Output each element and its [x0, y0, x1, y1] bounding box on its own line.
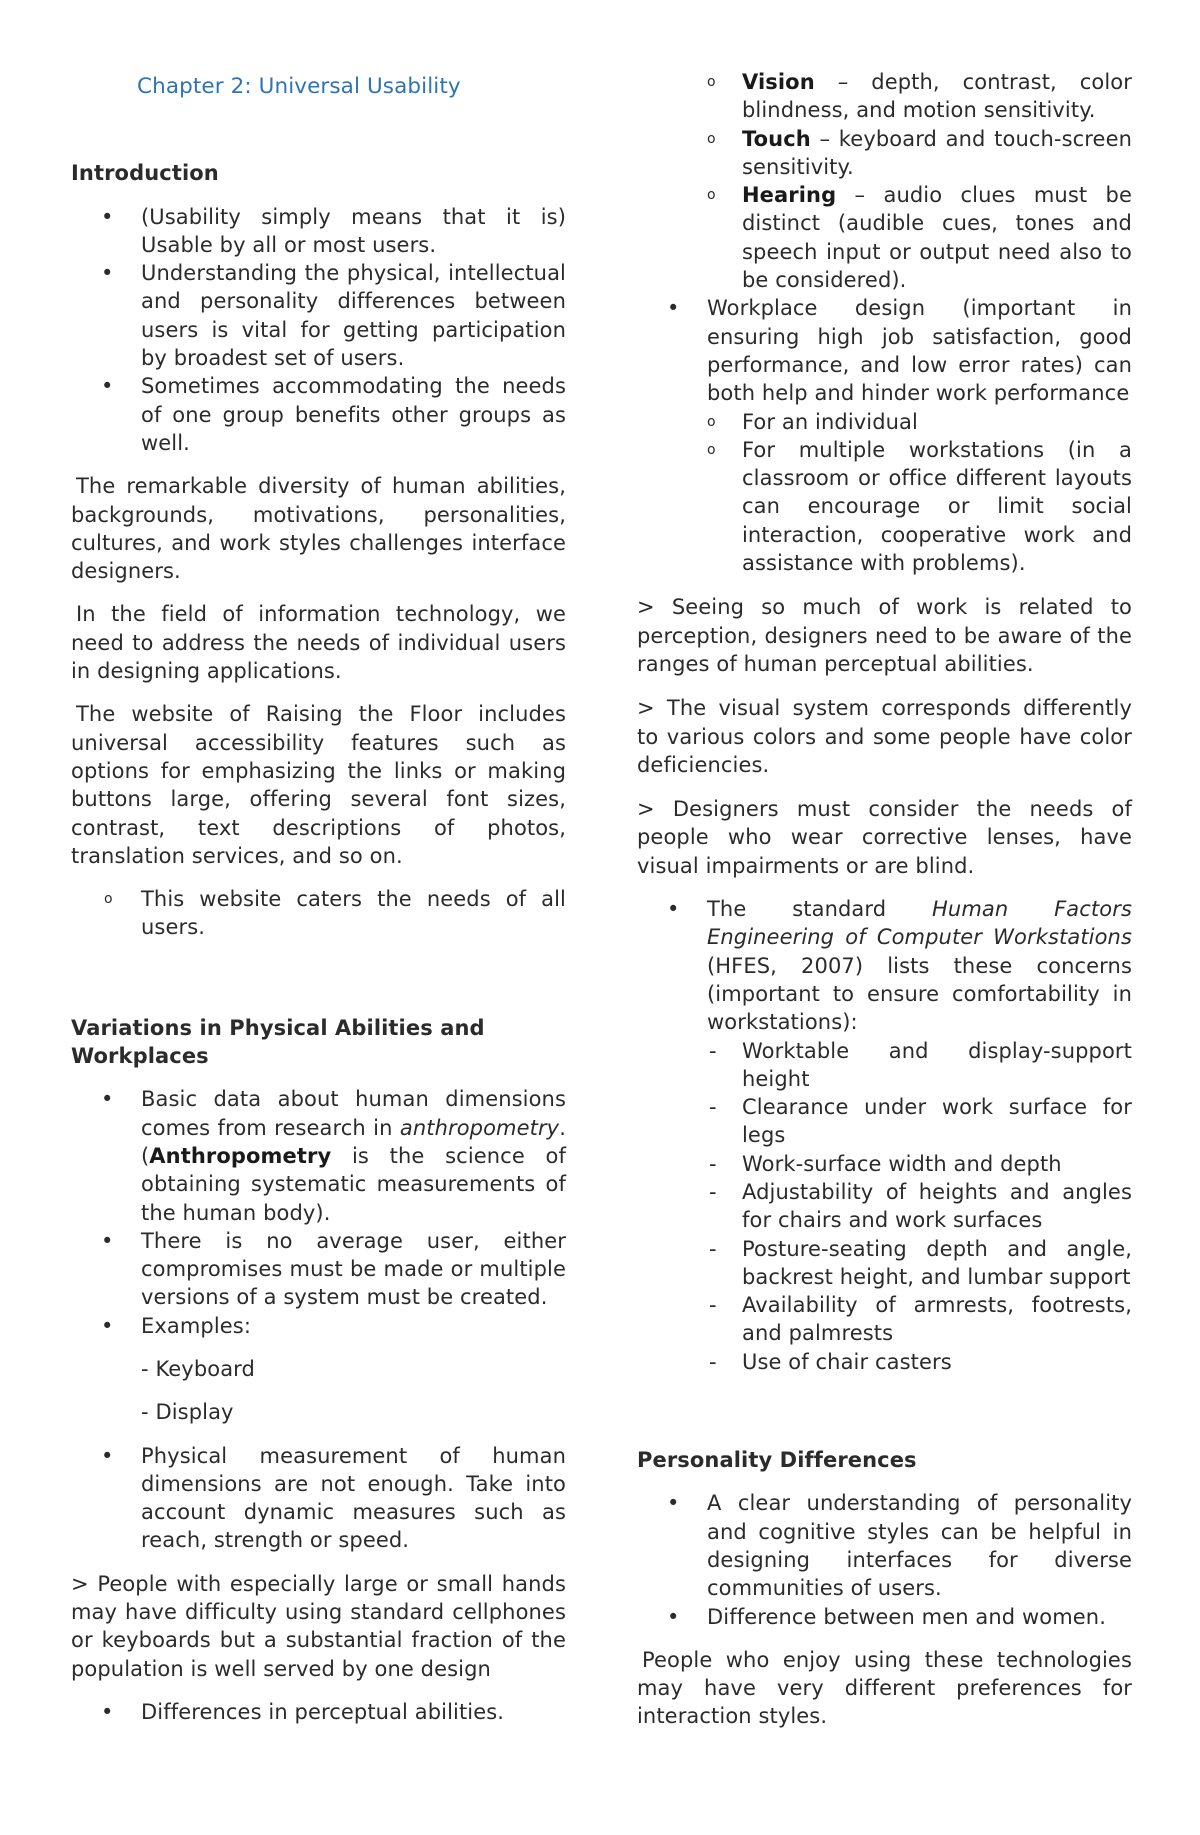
list-item: - Worktable and display-support height	[709, 1038, 1132, 1091]
left-column	[71, 68, 566, 1726]
paragraph: The remarkable diversity of human abilities, backgrounds, motivations, personalities, cultures, and work styles challenges interface designers.	[71, 474, 566, 584]
bullet-icon: •	[667, 296, 680, 321]
note-paragraph: > The visual system corresponds differently to various colors and some people have color deficiencies.	[637, 696, 1132, 777]
bullet-icon: •	[101, 261, 114, 286]
bullet-icon: •	[101, 1087, 114, 1112]
personality-heading: Personality Differences	[637, 1448, 917, 1473]
hfes-list	[637, 895, 1132, 1376]
paragraph: People who enjoy using these technologies may have very different preferences for interaction styles.	[637, 1647, 1132, 1729]
list-item: • Examples:	[71, 1312, 566, 1340]
workplace-list	[637, 294, 1132, 577]
list-item: o Vision – depth, contrast, color blindness, and motion sensitivity.	[707, 70, 1132, 123]
list-item: - Availability of armrests, footrests, and palmrests	[709, 1293, 1132, 1346]
list-item: • Physical measurement of human dimensions are not enough. Take into account dynamic measures such as reach, strength or speed.	[101, 1443, 566, 1553]
circle-bullet-icon: o	[707, 413, 716, 430]
list-item: - Clearance under work surface for legs	[709, 1095, 1132, 1148]
paragraph: The website of Raising the Floor includes universal accessibility features such as options for emphasizing the links or making buttons large, offering several font sizes, contrast, text descriptions of photos, translation services, and so on.	[71, 702, 566, 868]
bullet-icon: •	[101, 204, 114, 229]
circle-bullet-icon: o	[707, 441, 716, 458]
note-paragraph: > Designers must consider the needs of people who wear corrective lenses, have visual impairments or are blind.	[637, 797, 1132, 878]
introduction-heading: Introduction	[71, 161, 219, 186]
bullet-icon: •	[101, 1443, 114, 1468]
dash-icon: -	[709, 1095, 717, 1120]
note-paragraph: > Seeing so much of work is related to perception, designers need to be aware of the ranges of human perceptual abilities.	[637, 595, 1132, 676]
dash-icon: -	[709, 1038, 717, 1063]
example-item: - Keyboard	[141, 1356, 255, 1381]
list-item: • (Usability simply means that it is) Usable by all or most users.	[101, 204, 566, 257]
list-item: • Workplace design (important in ensuring high job satisfaction, good performance, and low error rates) can both help and hinder work performance	[667, 296, 1132, 406]
bullet-icon: •	[667, 1604, 680, 1629]
bullet-icon: •	[101, 374, 114, 399]
circle-bullet-icon: o	[707, 74, 716, 90]
list-item: o For an individual	[637, 408, 1132, 436]
chapter-title: Chapter 2: Universal Usability	[137, 74, 461, 99]
list-item: - Use of chair casters	[637, 1348, 1132, 1376]
list-item: o Touch – keyboard and touch-screen sensitivity.	[707, 126, 1132, 179]
list-item: • Sometimes accommodating the needs of one group benefits other groups as well.	[101, 374, 566, 455]
bullet-icon: •	[101, 1313, 114, 1338]
physical-bullet-list-3	[71, 1698, 566, 1726]
bullet-icon: •	[101, 1699, 114, 1724]
circle-bullet-icon: o	[104, 891, 113, 908]
list-item: - Adjustability of heights and angles for chairs and work surfaces	[709, 1179, 1132, 1233]
list-item: • The standard Human Factors Engineering of Computer Workstations (HFES, 2007) lists these concerns (important to ensure comfortability in workstations):	[667, 897, 1132, 1035]
physical-bullet-list-2	[71, 1442, 566, 1555]
dash-icon: -	[709, 1179, 717, 1204]
intro-sub-list	[71, 885, 566, 942]
list-item: • There is no average user, either compromises must be made or multiple versions of a system must be created.	[101, 1228, 566, 1310]
list-item: • A clear understanding of personality and cognitive styles can be helpful in designing interfaces for diverse communities of users.	[667, 1491, 1132, 1601]
circle-bullet-icon: o	[707, 130, 716, 147]
perceptual-list	[637, 68, 1132, 294]
circle-bullet-icon: o	[707, 187, 716, 204]
list-item: • Basic data about human dimensions comes from research in anthropometry. (Anthropometry is the science of obtaining systematic measurements of the human body).	[101, 1087, 566, 1225]
bullet-icon: •	[101, 1228, 114, 1253]
dash-icon: -	[709, 1236, 717, 1261]
note-paragraph: > People with especially large or small hands may have difficulty using standard cellphones or keyboards but a substantial fraction of the population is well served by one design	[71, 1571, 566, 1681]
list-item: o This website caters the needs of all users.	[104, 887, 566, 940]
list-item: - Work-surface width and depth	[637, 1150, 1132, 1178]
bullet-icon: •	[667, 1491, 680, 1516]
right-column	[637, 68, 1132, 1731]
list-item: • Differences in perceptual abilities.	[71, 1698, 566, 1726]
list-item: o For multiple workstations (in a classroom or office different layouts can encourage or limit social interaction, cooperative work and assistance with problems).	[707, 437, 1132, 576]
physical-abilities-heading: Variations in Physical Abilities and Workplaces	[71, 1015, 485, 1069]
physical-bullet-list	[71, 1085, 566, 1340]
list-item: - Posture-seating depth and angle, backrest height, and lumbar support	[709, 1236, 1132, 1289]
dash-icon: -	[709, 1151, 717, 1176]
example-item: - Display	[141, 1400, 234, 1425]
intro-bullet-list	[71, 203, 566, 458]
list-item: • Difference between men and women.	[637, 1603, 1132, 1631]
bullet-icon: •	[667, 897, 680, 922]
personality-list	[637, 1489, 1132, 1630]
dash-icon: -	[709, 1349, 717, 1374]
dash-icon: -	[709, 1293, 717, 1318]
paragraph: In the field of information technology, we need to address the needs of individual users in designing applications.	[71, 602, 566, 684]
list-item: o Hearing – audio clues must be distinct (audible cues, tones and speech input or output need also to be considered).	[707, 183, 1132, 293]
list-item: • Understanding the physical, intellectual and personality differences between users is vital for getting participation by broadest set of users.	[101, 261, 566, 371]
